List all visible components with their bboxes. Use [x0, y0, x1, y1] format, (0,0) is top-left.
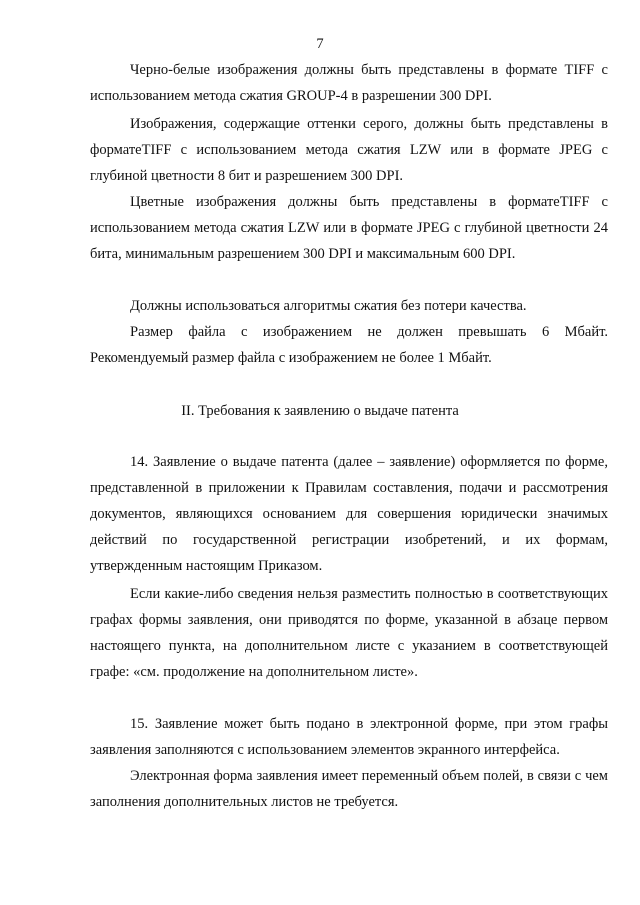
paragraph-15: 15. Заявление может быть подано в электронной форме, при этом графы заявления заполняются с использованием элементов экранного интерфейса.: [90, 716, 608, 758]
paragraph-file-size: Размер файла с изображением не должен превышать 6 Мбайт. Рекомендуемый размер файла с изображением не более 1 Мбайт.: [90, 324, 608, 366]
page-number: 7: [316, 36, 324, 52]
paragraph-14-continuation: Если какие-либо сведения нельзя разместить полностью в соответствующих графах формы заявления, они приводятся по форме, указанной в абзаце первом настоящего пункта, на дополнительном листе с указанием в соответствующей графе: «см. продолжение на дополнительном листе».: [90, 586, 608, 680]
paragraph-grayscale-images: Изображения, содержащие оттенки серого, должны быть представлены в форматеTIFF с использованием метода сжатия LZW или в формате JPEG с глубиной цветности 8 бит и разрешением 300 DPI.: [90, 116, 608, 184]
paragraph-bw-images: Черно-белые изображения должны быть представлены в формате TIFF с использованием метода сжатия GROUP-4 в разрешении 300 DPI.: [90, 62, 608, 104]
paragraph-compression: Должны использоваться алгоритмы сжатия без потери качества.: [130, 298, 527, 314]
paragraph-color-images: Цветные изображения должны быть представлены в форматеTIFF с использованием метода сжатия LZW или в формате JPEG с глубиной цветности 24 бита, минимальным разрешением 300 DPI и максимальным 600 DPI.: [90, 194, 608, 262]
section-heading: II. Требования к заявлению о выдаче патента: [181, 403, 459, 419]
paragraph-14: 14. Заявление о выдаче патента (далее – заявление) оформляется по форме, представленной в приложении к Правилам составления, подачи и рассмотрения документов, являющихся основанием для совершения юридически значимых действий по государственной регистрации изобретений, и их формам, утвержденным настоящим Приказом.: [90, 454, 608, 574]
paragraph-15-electronic-form: Электронная форма заявления имеет переменный объем полей, в связи с чем заполнения дополнительных листов не требуется.: [90, 768, 608, 810]
